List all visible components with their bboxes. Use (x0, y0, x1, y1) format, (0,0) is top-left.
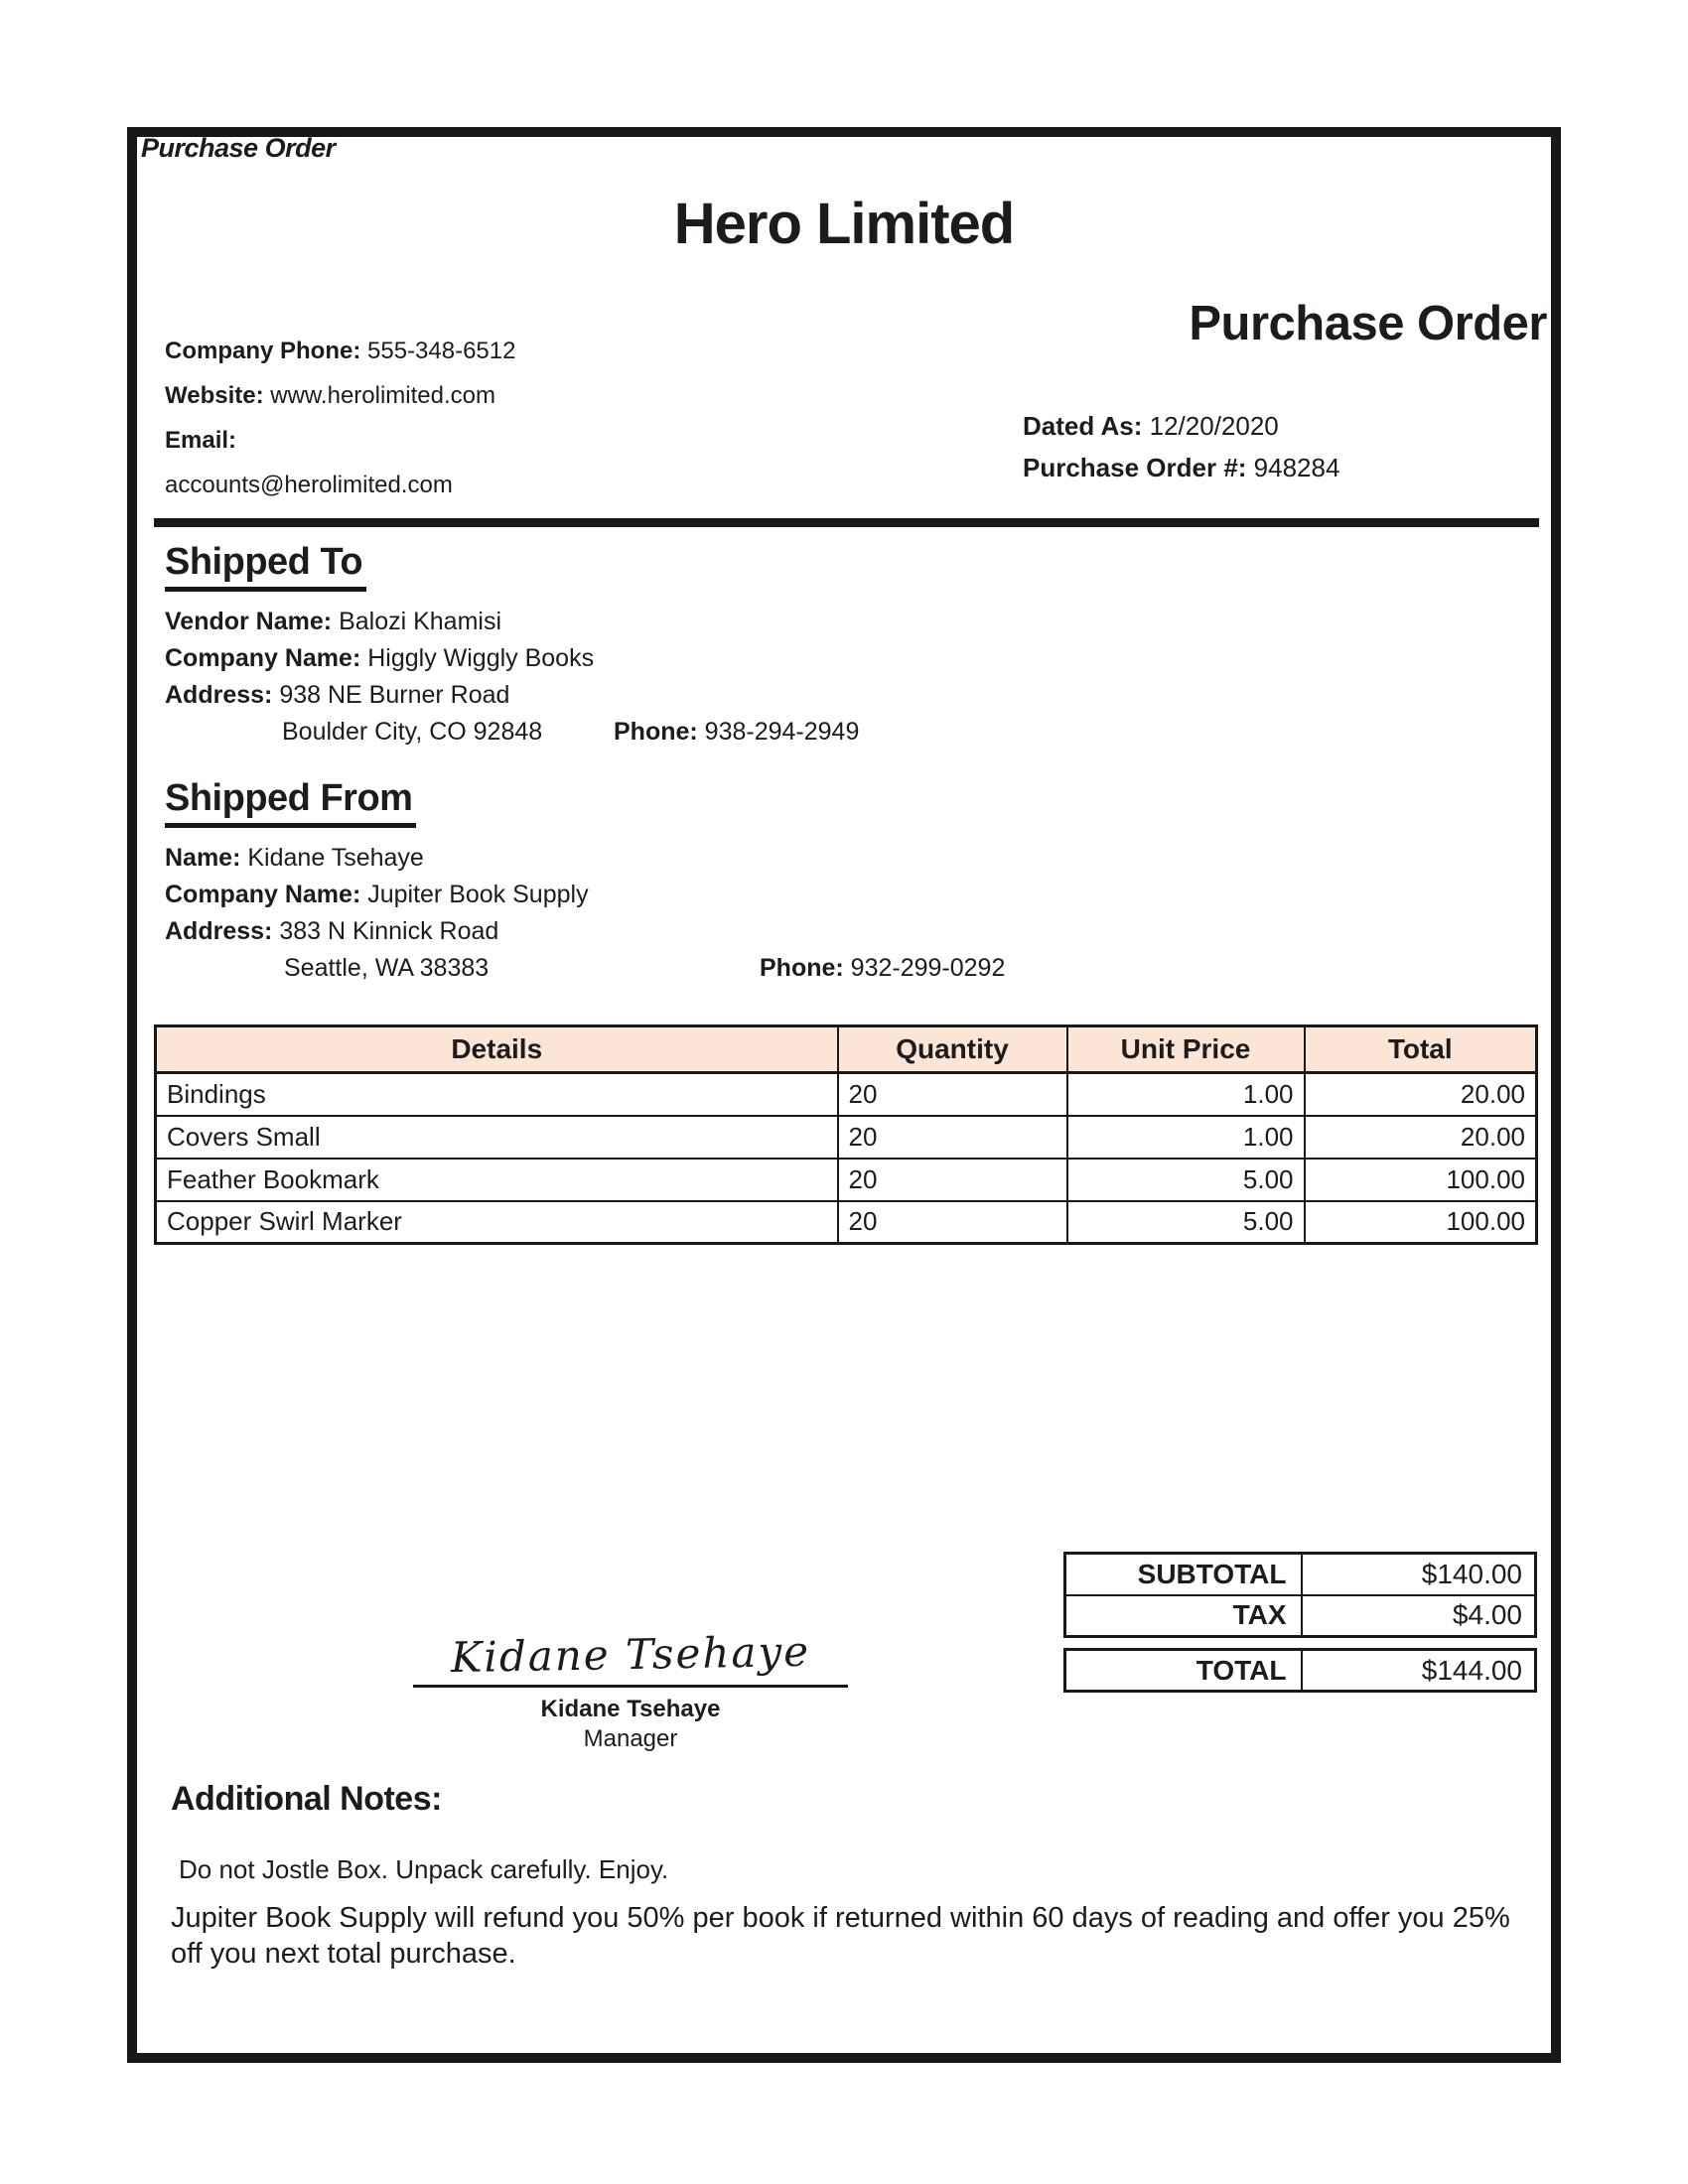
shipfrom-city-value: Seattle, WA 38383 (284, 954, 490, 982)
shipfrom-address-label: Address: (165, 917, 273, 945)
totals-gap (1063, 1638, 1537, 1648)
item-quantity: 20 (838, 1159, 1067, 1201)
shipfrom-company-label: Company Name: (165, 881, 361, 908)
shipped-from-heading: Shipped From (165, 777, 416, 828)
header-quantity: Quantity (838, 1026, 1067, 1073)
header-details: Details (156, 1026, 838, 1073)
po-number-line (1023, 453, 1339, 483)
grand-total-label: TOTAL (1065, 1650, 1302, 1692)
email-value-line (165, 472, 515, 499)
grand-total-row (1065, 1650, 1536, 1692)
tax-label: TAX (1065, 1595, 1302, 1637)
item-unit-price: 5.00 (1067, 1201, 1305, 1244)
header-unit-price: Unit Price (1067, 1026, 1305, 1073)
company-phone-label: Company Phone: (165, 338, 361, 364)
shipto-address-label: Address: (165, 681, 273, 709)
po-number-value: 948284 (1253, 453, 1340, 482)
header-divider-rule (154, 518, 1539, 527)
shipfrom-phone-label: Phone: (760, 954, 844, 982)
shipto-phone-value: 938-294-2949 (704, 718, 860, 746)
vendor-name-label: Vendor Name: (165, 608, 333, 635)
header-total: Total (1305, 1026, 1537, 1073)
dated-as-value: 12/20/2020 (1149, 411, 1279, 441)
website-line (165, 382, 515, 410)
shipto-company-value: Higgly Wiggly Books (367, 644, 595, 672)
items-header-row (156, 1026, 1537, 1073)
shipfrom-company-line (165, 881, 1257, 906)
company-contact-block (165, 338, 515, 516)
item-quantity: 20 (838, 1201, 1067, 1244)
item-total: 20.00 (1305, 1073, 1537, 1116)
email-value: accounts@herolimited.com (165, 472, 453, 498)
company-phone-line (165, 338, 515, 365)
table-row (156, 1073, 1537, 1116)
shipto-city-value: Boulder City, CO 92848 (282, 718, 543, 746)
email-label: Email: (165, 427, 237, 454)
website-label: Website: (165, 382, 264, 409)
shipped-to-heading: Shipped To (165, 541, 366, 592)
subtotal-label: SUBTOTAL (1065, 1554, 1302, 1595)
items-table (154, 1024, 1538, 1245)
item-details: Covers Small (156, 1116, 838, 1159)
document-title: Purchase Order (1189, 297, 1547, 350)
totals-block (1063, 1552, 1537, 1693)
item-quantity: 20 (838, 1116, 1067, 1159)
company-phone-value: 555-348-6512 (367, 338, 516, 364)
shipfrom-phone-value: 932-299-0292 (850, 954, 1006, 982)
additional-notes-heading: Additional Notes: (171, 1780, 442, 1818)
company-title: Hero Limited (673, 192, 1015, 256)
shipfrom-name-line (165, 844, 1257, 870)
item-unit-price: 5.00 (1067, 1159, 1305, 1201)
signature-block (377, 1626, 884, 1753)
dated-as-label: Dated As: (1023, 411, 1143, 441)
item-total: 100.00 (1305, 1159, 1537, 1201)
subtotal-value: $140.00 (1302, 1554, 1536, 1595)
item-unit-price: 1.00 (1067, 1116, 1305, 1159)
signature-printed-name: Kidane Tsehaye (540, 1696, 721, 1722)
tax-row (1065, 1595, 1536, 1637)
shipto-phone-label: Phone: (614, 718, 698, 746)
shipto-address-line (165, 681, 1257, 707)
corner-label: Purchase Order (141, 133, 336, 163)
subtotal-row (1065, 1554, 1536, 1595)
email-label-line (165, 427, 515, 455)
table-row (156, 1201, 1537, 1244)
shipto-company-line (165, 644, 1257, 670)
item-quantity: 20 (838, 1073, 1067, 1116)
shipfrom-company-value: Jupiter Book Supply (367, 881, 589, 908)
table-row (156, 1116, 1537, 1159)
subtotal-tax-table (1063, 1552, 1537, 1638)
shipfrom-city-phone-line (165, 954, 1257, 980)
signature-script: Kidane Tsehaye (450, 1626, 811, 1683)
item-total: 20.00 (1305, 1116, 1537, 1159)
shipto-company-label: Company Name: (165, 644, 361, 672)
item-total: 100.00 (1305, 1201, 1537, 1244)
shipto-phone (614, 718, 859, 747)
item-unit-price: 1.00 (1067, 1073, 1305, 1116)
shipfrom-address-line (165, 917, 1257, 943)
note-line-2: Jupiter Book Supply will refund you 50% per book if returned within 60 days of reading and offer you 25% off you next total purchase. (171, 1902, 1510, 1971)
shipto-address-value: 938 NE Burner Road (279, 681, 510, 709)
shipto-city-phone-line (165, 718, 1257, 744)
note-line-1: Do not Jostle Box. Unpack carefully. Enjoy. (179, 1854, 669, 1884)
vendor-name-value: Balozi Khamisi (339, 608, 502, 635)
table-row (156, 1159, 1537, 1201)
dated-as-line (1023, 411, 1339, 442)
order-meta-block (1023, 411, 1339, 494)
shipfrom-name-label: Name: (165, 844, 241, 872)
item-details: Feather Bookmark (156, 1159, 838, 1201)
shipfrom-address-value: 383 N Kinnick Road (279, 917, 499, 945)
signature-line (413, 1685, 848, 1688)
vendor-name-line (165, 608, 1257, 633)
signature-title: Manager (583, 1725, 678, 1752)
tax-value: $4.00 (1302, 1595, 1536, 1637)
website-value: www.herolimited.com (270, 382, 495, 409)
shipfrom-phone (760, 954, 1005, 983)
shipped-from-block (165, 844, 1257, 991)
grand-total-table (1063, 1648, 1537, 1693)
shipfrom-name-value: Kidane Tsehaye (247, 844, 424, 872)
grand-total-value: $144.00 (1302, 1650, 1536, 1692)
item-details: Bindings (156, 1073, 838, 1116)
po-number-label: Purchase Order #: (1023, 453, 1247, 482)
item-details: Copper Swirl Marker (156, 1201, 838, 1244)
shipped-to-block (165, 608, 1257, 754)
